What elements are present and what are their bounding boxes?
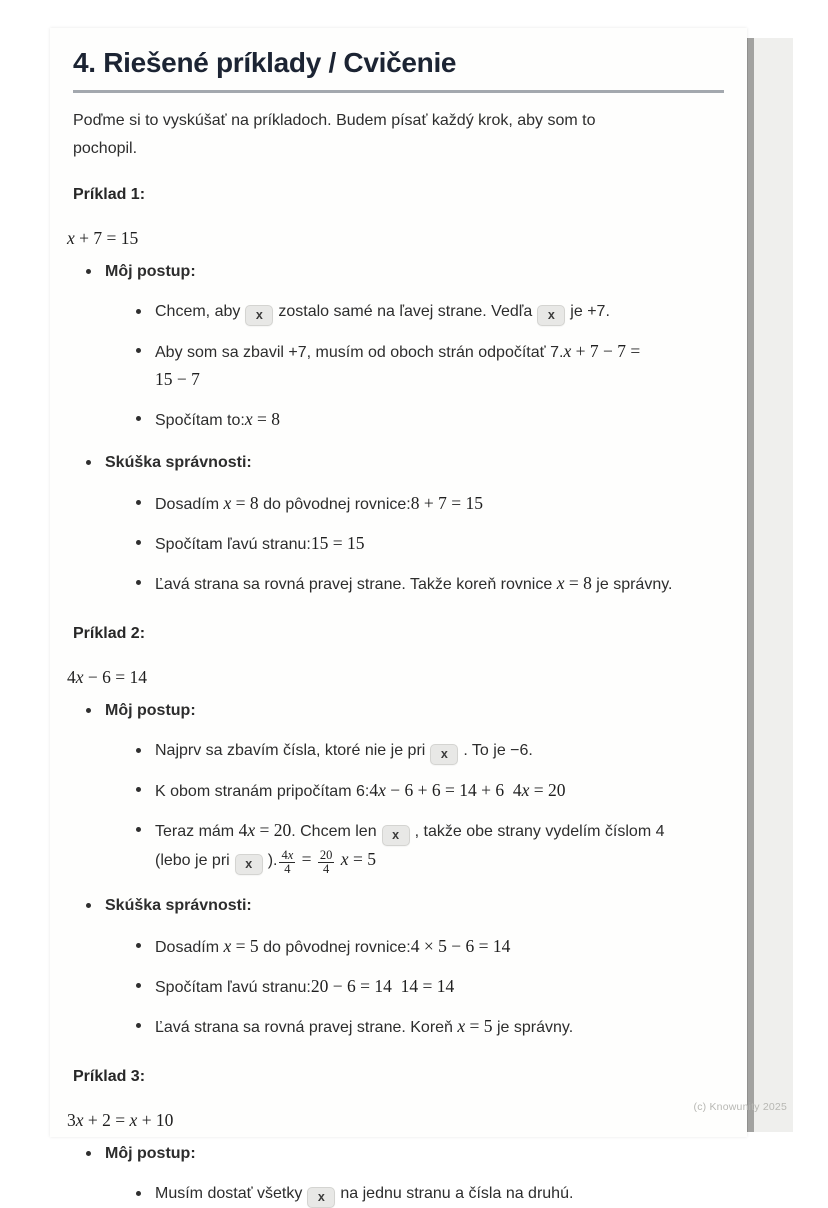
fraction-numerator: 4x	[281, 847, 294, 862]
math-inline: 3x + 2 = x + 10	[67, 1109, 174, 1130]
text-run: Spočítam to:	[155, 412, 245, 429]
text-run: je správny.	[492, 1018, 574, 1036]
list-item	[73, 450, 724, 476]
list-item-text	[155, 490, 483, 518]
text-run: . Chcem len	[291, 823, 377, 840]
bullet-icon	[136, 827, 141, 832]
list-item-text	[155, 973, 454, 1001]
bullet-icon	[136, 983, 141, 988]
equation-line	[67, 225, 724, 253]
list-item-text	[105, 259, 196, 285]
list-item-text	[105, 1141, 196, 1167]
math-inline: 4x − 6 = 14	[67, 667, 148, 687]
bullet-icon	[136, 540, 141, 545]
list-item	[73, 406, 724, 434]
intro-paragraph	[73, 107, 724, 163]
text-run: Najprv sa zbavím čísla, ktoré nie je pri	[155, 742, 426, 759]
bullet-icon	[86, 708, 91, 713]
bullet-icon	[136, 500, 141, 505]
x-keycap: x	[235, 854, 263, 875]
list-item	[73, 893, 724, 919]
bullet-icon	[86, 903, 91, 908]
list-item	[73, 738, 724, 765]
list-item-text	[155, 530, 364, 558]
list-item	[73, 490, 724, 518]
fraction-denominator: 4	[279, 862, 295, 877]
text-run: je správny.	[591, 576, 673, 593]
list-item-text	[155, 777, 565, 805]
text-run: , takže obe strany vydelím číslom 4	[414, 823, 665, 840]
text-run: na jednu stranu a čísla na druhú.	[340, 1184, 574, 1202]
list-item-text	[105, 698, 196, 724]
bullet-icon	[136, 348, 141, 353]
equation-line	[67, 1107, 724, 1135]
x-keycap: x	[382, 825, 410, 846]
list-item	[73, 299, 724, 326]
list-item-text	[155, 1013, 573, 1041]
math-inline: x = 5	[223, 935, 259, 956]
equation-line	[67, 664, 724, 692]
math-inline: x = 8	[223, 493, 259, 513]
text-run: Spočítam ľavú stranu:	[155, 978, 311, 996]
fraction	[318, 849, 335, 877]
fraction-denominator: 4	[318, 862, 335, 877]
x-keycap: x	[307, 1187, 335, 1208]
list-item-text	[155, 299, 610, 326]
text-run: ).	[267, 852, 278, 869]
text-run: pochopil.	[73, 140, 138, 157]
text-run: Aby som sa zbavil +7, musím od oboch strán odpočítať 7.	[155, 344, 564, 361]
bullet-icon	[86, 1151, 91, 1156]
math-inline: 15 = 15	[310, 533, 365, 553]
math-inline: x = 5	[340, 849, 376, 869]
math-inline: 20 − 6 = 14 14 = 14	[310, 975, 455, 996]
watermark: (c) Knowunity 2025	[693, 1101, 787, 1113]
math-inline: =	[297, 849, 316, 869]
list-item	[73, 1181, 724, 1208]
text-run: Musím dostať všetky	[155, 1184, 303, 1202]
bullet-icon	[86, 460, 91, 465]
text-run: Dosadím	[155, 938, 224, 956]
list-item	[73, 933, 724, 961]
math-inline: 15 − 7	[155, 369, 200, 389]
text-run: Skúška správnosti:	[105, 454, 252, 471]
list-item	[73, 1141, 724, 1167]
bullet-icon	[136, 580, 141, 585]
example-heading: Príklad 3:	[73, 1067, 146, 1085]
list-item	[73, 698, 724, 724]
list-item	[73, 817, 724, 877]
content-blocks	[67, 107, 724, 1208]
list-item-text	[155, 338, 640, 394]
bullet-icon	[136, 787, 141, 792]
text-run: (lebo je pri	[155, 852, 230, 869]
text-run: Poďme si to vyskúšať na príkladoch. Budem písať každý krok, aby som to	[73, 112, 596, 129]
bullet-icon	[136, 416, 141, 421]
math-inline: x + 7 − 7 =	[563, 341, 641, 361]
text-run: K obom stranám pripočítam 6:	[155, 783, 370, 800]
list-item	[73, 973, 724, 1001]
bullet-icon	[136, 1191, 141, 1196]
bullet-icon	[136, 1023, 141, 1028]
text-run: Dosadím	[155, 496, 224, 513]
text-run: do pôvodnej rovnice:	[258, 496, 411, 513]
text-run: Môj postup:	[105, 702, 196, 719]
list-item-text	[155, 817, 664, 877]
list-item-text	[155, 570, 672, 598]
list-item-text	[155, 1181, 573, 1208]
math-inline: x = 5	[457, 1015, 493, 1036]
math-inline: 4 × 5 − 6 = 14	[410, 935, 511, 956]
document-page	[50, 28, 747, 1204]
bullet-icon	[136, 309, 141, 314]
scrollbar[interactable]	[747, 38, 754, 1132]
list-item-text	[105, 893, 252, 919]
math-inline: x = 8	[556, 573, 592, 593]
bullet-icon	[136, 748, 141, 753]
fraction-numerator: 20	[319, 847, 333, 862]
bullet-icon	[86, 269, 91, 274]
bullet-icon	[136, 943, 141, 948]
fraction	[279, 849, 295, 877]
text-run: Teraz mám	[155, 823, 239, 840]
example-heading: Príklad 2:	[73, 625, 146, 642]
next-page-edge	[753, 38, 793, 1132]
text-run: Chcem, aby	[155, 303, 241, 320]
math-inline: 8 + 7 = 15	[410, 493, 483, 513]
list-item-text	[155, 738, 533, 765]
x-keycap: x	[537, 305, 565, 326]
list-item	[73, 530, 724, 558]
text-run: Ľavá strana sa rovná pravej strane. Takže koreň rovnice	[155, 576, 557, 593]
text-run: Skúška správnosti:	[105, 896, 252, 914]
title-divider	[73, 90, 724, 93]
text-run: do pôvodnej rovnice:	[258, 938, 411, 956]
text-run: Ľavá strana sa rovná pravej strane. Koreň	[155, 1018, 458, 1036]
text-run: Môj postup:	[105, 1144, 196, 1162]
list-item	[73, 1013, 724, 1041]
x-keycap: x	[430, 744, 458, 765]
list-item	[73, 338, 724, 394]
text-run: Môj postup:	[105, 263, 196, 280]
math-inline: 4x = 20	[238, 820, 292, 840]
math-inline: x + 7 = 15	[67, 228, 139, 248]
math-inline: 4x − 6 + 6 = 14 + 6 4x = 20	[369, 780, 566, 800]
list-item	[73, 777, 724, 805]
page-content	[50, 28, 747, 1208]
math-inline: x = 8	[244, 409, 280, 429]
x-keycap: x	[245, 305, 273, 326]
text-run: . To je −6.	[463, 742, 533, 759]
list-item-text	[105, 450, 252, 476]
example-heading: Príklad 1:	[73, 186, 146, 203]
list-item	[73, 259, 724, 285]
list-item-text	[155, 406, 280, 434]
list-item	[73, 570, 724, 598]
text-run: je +7.	[570, 303, 610, 320]
list-item-text	[155, 933, 510, 961]
page-title: 4. Riešené príklady / Cvičenie	[73, 47, 457, 78]
text-run: Spočítam ľavú stranu:	[155, 536, 311, 553]
text-run: zostalo samé na ľavej strane. Vedľa	[278, 303, 533, 320]
